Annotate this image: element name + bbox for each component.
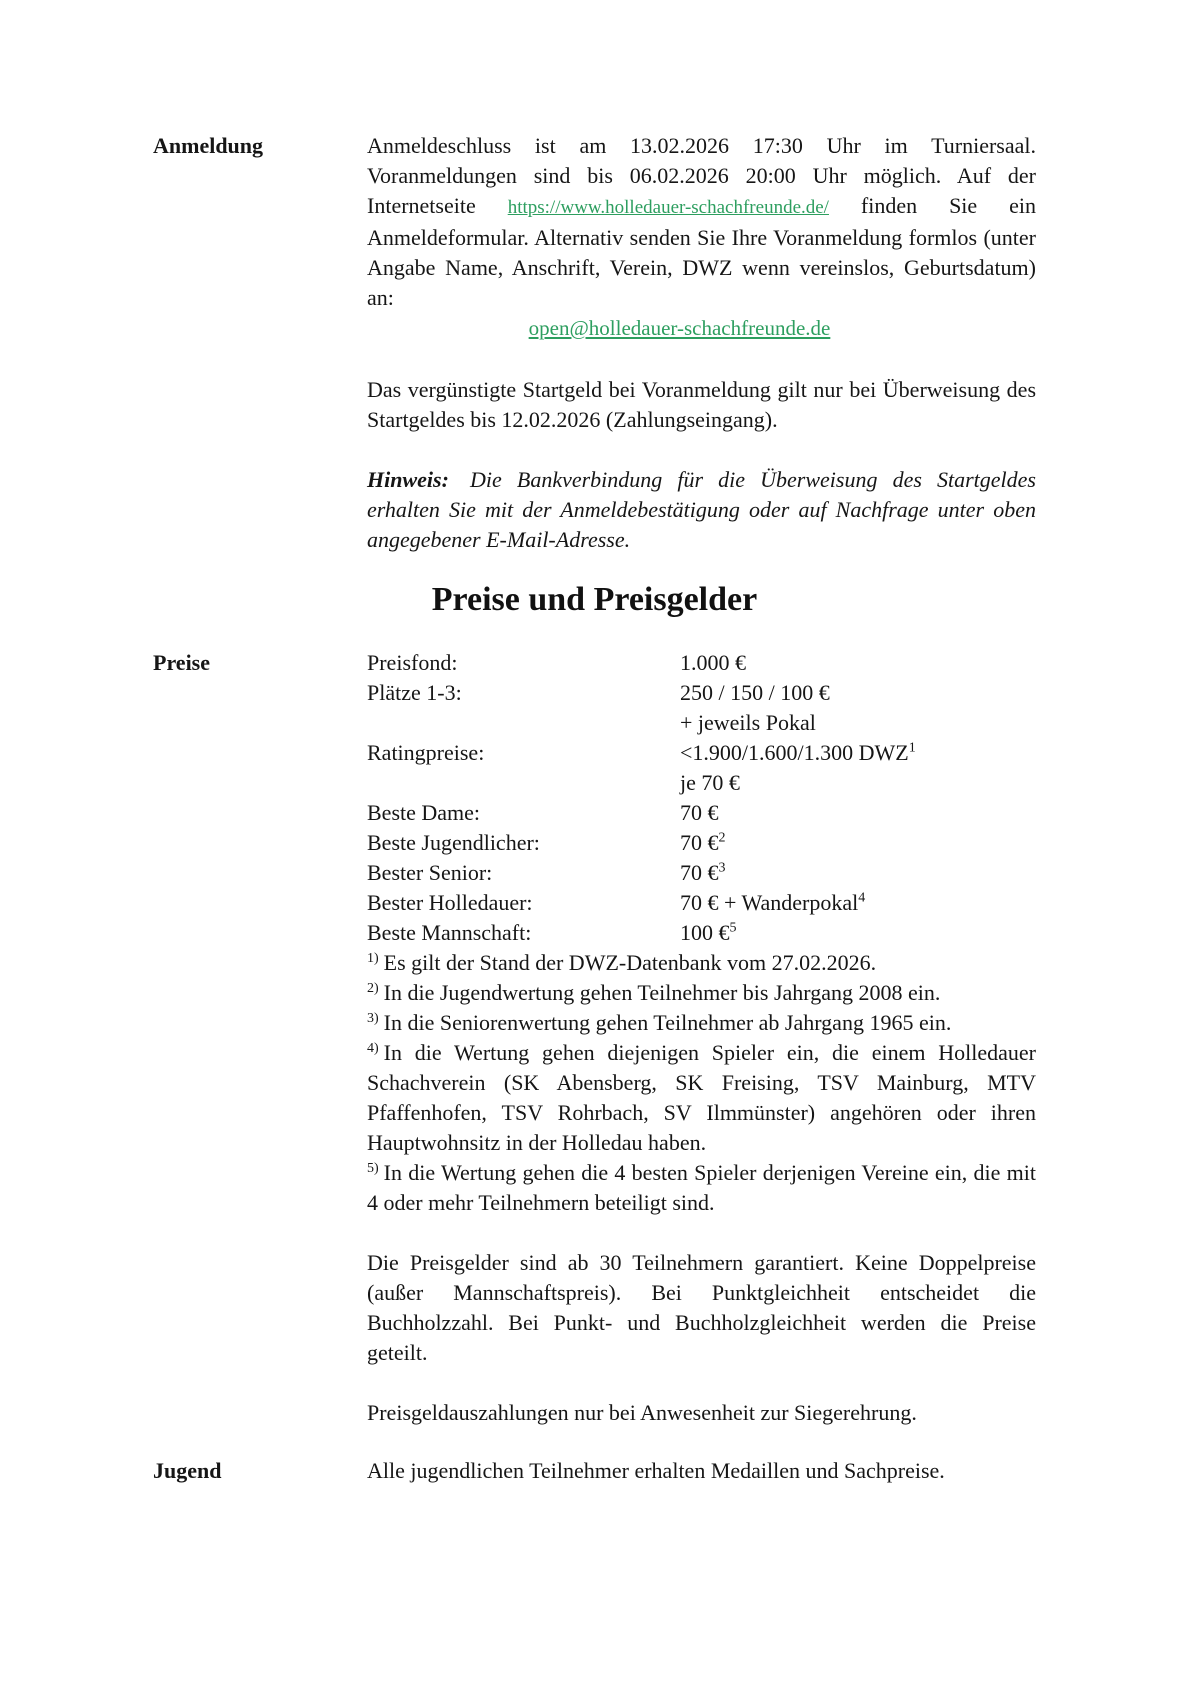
jugend-body [367, 1456, 1036, 1486]
page-title: Preise und Preisgelder [431, 581, 758, 618]
prize-value: + jeweils Pokal [680, 710, 816, 735]
footnote-ref: 3 [718, 860, 726, 876]
footnote-marker: 4) [367, 1040, 379, 1056]
prize-label: Beste Mannschaft: [367, 920, 532, 945]
prize-label: Bester Senior: [367, 860, 493, 885]
prize-row [367, 798, 1036, 828]
footnote-marker: 3) [367, 1010, 379, 1026]
anmeldung-text-before-link: Anmeldeschluss ist am 13.02.2026 17:30 Uhr im Turniersaal. Voranmeldungen sind bis 06.02.2026 20:00 Uhr möglich. Auf der Internetseite [367, 133, 1036, 218]
section-label-jugend: Jugend [153, 1458, 222, 1483]
prize-label: Beste Jugendlicher: [367, 830, 540, 855]
prize-value: je 70 € [680, 770, 740, 795]
prize-label: Ratingpreise: [367, 740, 485, 765]
startgeld-paragraph: Das vergünstigte Startgeld bei Voranmeldung gilt nur bei Überweisung des Startgeldes bis 12.02.2026 (Zahlungseingang). [367, 377, 1036, 432]
prize-label [367, 708, 680, 738]
preise-body [367, 648, 1036, 1428]
prize-label: Bester Holledauer: [367, 890, 533, 915]
footnote [367, 978, 1036, 1008]
prize-row [367, 858, 1036, 888]
prize-row [367, 768, 1036, 798]
website-link[interactable]: https://www.holledauer-schachfreunde.de/ [507, 197, 829, 218]
section-jugend [153, 1456, 1036, 1486]
footnote-ref: 4 [858, 890, 866, 906]
footnote-marker: 2) [367, 980, 379, 996]
prize-row [367, 918, 1036, 948]
footnote-text: Es gilt der Stand der DWZ-Datenbank vom 27.02.2026. [383, 950, 877, 975]
footnote [367, 948, 1036, 978]
prize-label: Preisfond: [367, 650, 458, 675]
footnote-text: In die Wertung gehen diejenigen Spieler ein, die einem Holledauer Schachverein (SK Abensberg, SK Freising, TSV Mainburg, MTV Pfaffenhofen, TSV Rohrbach, SV Ilmmünster) angehören oder ihren Hauptwohnsitz in der Holledau haben. [367, 1040, 1036, 1155]
hinweis-text: Die Bankverbindung für die Überweisung des Startgeldes erhalten Sie mit der Anmeldebestätigung oder auf Nachfrage unter oben angegebener E-Mail-Adresse. [367, 467, 1036, 552]
section-anmeldung [153, 131, 1036, 555]
email-link[interactable]: open@holledauer-schachfreunde.de [528, 316, 831, 340]
footnote-ref: 2 [718, 830, 726, 846]
prize-value: 70 €$^3$ [680, 860, 726, 885]
prize-row [367, 648, 1036, 678]
prize-label: Plätze 1-3: [367, 680, 462, 705]
footnote-text: In die Wertung gehen die 4 besten Spieler derjenigen Vereine ein, die mit 4 oder mehr Teilnehmern beteiligt sind. [367, 1160, 1036, 1215]
prize-value: 70 €$^2$ [680, 830, 726, 855]
prize-row [367, 708, 1036, 738]
prize-row [367, 738, 1036, 768]
prize-value: 100 €$^5$ [680, 920, 737, 945]
footnote-ref: 5 [729, 920, 737, 936]
prize-value: 70 € [680, 800, 719, 825]
prize-value: 70 € + Wanderpokal$^4$ [680, 890, 866, 915]
anmeldung-paragraph [367, 131, 1036, 313]
footnote-marker: 1) [367, 950, 379, 966]
prize-value: 250 / 150 / 100 € [680, 680, 830, 705]
preisgelder-garantie-paragraph: Die Preisgelder sind ab 30 Teilnehmern garantiert. Keine Doppelpreise (außer Mannschaftspreis). Bei Punktgleichheit entscheidet die Buchholzzahl. Bei Punkt- und Buchholzgleichheit werden die Preise geteilt. [367, 1250, 1036, 1365]
prize-label: Beste Dame: [367, 800, 481, 825]
anmeldung-text-after-link: finden Sie ein Anmeldeformular. Alternativ senden Sie Ihre Voranmeldung formlos (unter Angabe Name, Anschrift, Verein, DWZ wenn vereinslos, Geburtsdatum) an: [367, 193, 1037, 310]
footnote-text: In die Seniorenwertung gehen Teilnehmer ab Jahrgang 1965 ein. [383, 1010, 952, 1035]
footnote [367, 1038, 1036, 1158]
anmeldung-body [367, 131, 1036, 555]
jugend-paragraph: Alle jugendlichen Teilnehmer erhalten Medaillen und Sachpreise. [367, 1458, 945, 1483]
prize-row [367, 678, 1036, 708]
section-label-anmeldung: Anmeldung [153, 133, 264, 158]
email-line [367, 313, 1036, 343]
section-label-preise: Preise [153, 650, 211, 675]
prize-value: 1.000 € [680, 650, 746, 675]
footnote [367, 1008, 1036, 1038]
prize-value: <1.900/1.600/1.300 DWZ$^1$ [680, 740, 916, 765]
footnote [367, 1158, 1036, 1218]
hinweis-label: Hinweis: [367, 467, 449, 492]
footnote-marker: 5) [367, 1160, 379, 1176]
preisgeld-auszahlung-paragraph: Preisgeldauszahlungen nur bei Anwesenheit zur Siegerehrung. [367, 1400, 917, 1425]
hinweis-paragraph [367, 465, 1036, 555]
section-preise [153, 648, 1036, 1428]
footnote-text: In die Jugendwertung gehen Teilnehmer bis Jahrgang 2008 ein. [383, 980, 941, 1005]
prize-row [367, 828, 1036, 858]
footnote-ref: 1 [908, 740, 916, 756]
prize-row [367, 888, 1036, 918]
prize-label [367, 768, 680, 798]
